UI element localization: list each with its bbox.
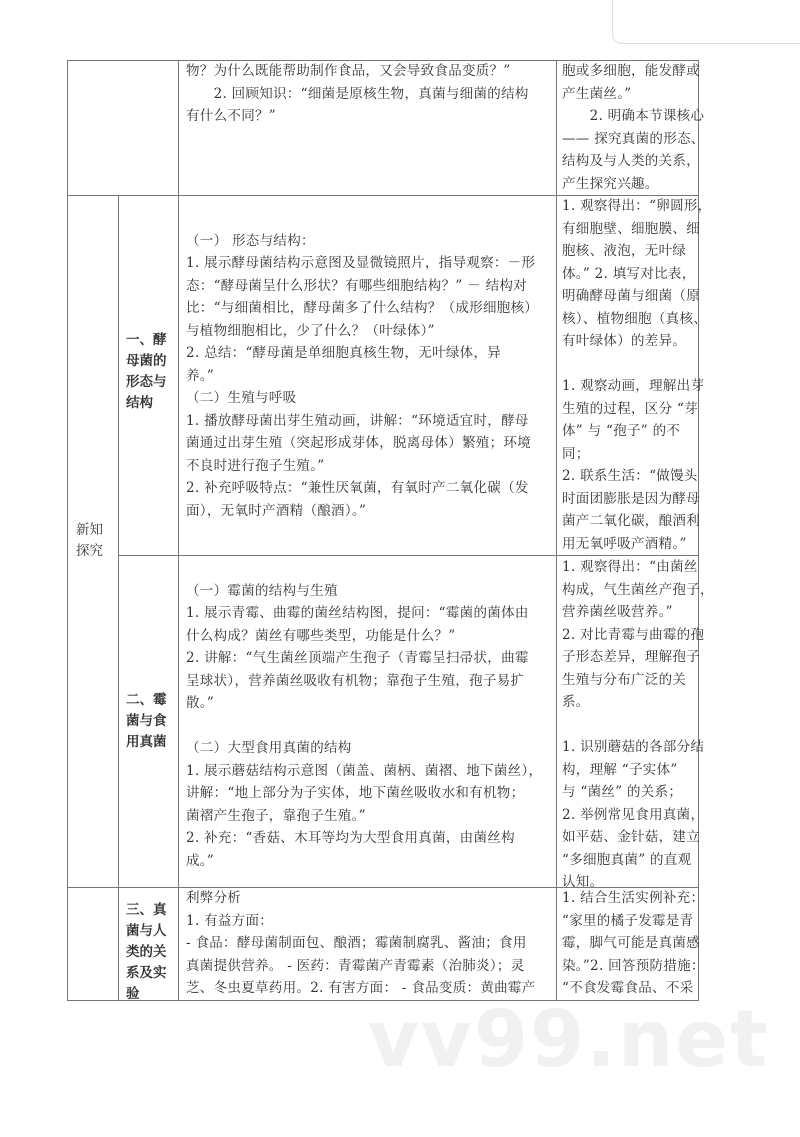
text-line: 1. 观察得出：“卵圆形， — [562, 198, 712, 214]
text-line: 1. 识别蘑菇的各部分结 — [562, 739, 705, 755]
text-line: 体。” 2. 填写对比表， — [562, 265, 696, 282]
text-line: 真菌提供营养。 - 医药：青霉菌产青霉素（治肺炎）；灵 — [186, 957, 525, 974]
watermark: vv99.net — [368, 995, 770, 1085]
text-line: 生殖与分布广泛的关 — [562, 671, 687, 688]
intro-student-text — [562, 60, 705, 195]
text-line: “多细胞真菌” 的直观 — [562, 851, 692, 868]
text-line: - 食品：酵母菌制面包、酿酒；霉菌制腐乳、酱油；食用 — [186, 935, 527, 951]
text-line: 1. 有益方面： — [186, 912, 274, 929]
relation-process-text — [186, 887, 536, 1000]
text-line: 母菌的 — [126, 353, 167, 369]
text-line: 1. 观察动画，理解出芽 — [562, 378, 705, 394]
text-line: 面），无氧时产酒精（酿酒）。” — [186, 502, 367, 519]
text-line: 1. 展示蘑菇结构示意图（菌盖、菌柄、菌褶、地下菌丝）， — [186, 762, 543, 779]
text-line: 成。” — [186, 852, 215, 869]
text-line: 用真菌 — [126, 734, 167, 750]
text-line: 胞核、液泡，无叶绿 — [562, 243, 687, 259]
text-line: 菌与人 — [126, 923, 167, 939]
floating-panel-edge — [612, 0, 800, 44]
text-line: 与 “菌丝” 的关系； — [562, 784, 683, 800]
yeast-label — [126, 330, 167, 414]
text-line: 菌与食 — [126, 713, 167, 729]
text-line: 2. 总结：“酵母菌是单细胞真核生物，无叶绿体，异 — [186, 345, 502, 361]
text-line: 系。 — [562, 694, 590, 710]
text-line: 生殖的过程，区分 “芽 — [562, 400, 698, 417]
text-line: 胞或多细胞，能发酵或 — [562, 63, 700, 79]
yeast-student-text — [562, 195, 711, 555]
text-line: 构，理解 “子实体” — [562, 761, 678, 778]
text-line: 比：“与细菌相比，酵母菌多了什么结构？（成形细胞核） — [186, 300, 539, 316]
text-line: 讲解：“地上部分为子实体，地下菌丝吸收水和有机物； — [186, 785, 525, 801]
text-line: 二、霉 — [126, 692, 167, 708]
text-line: 养。” — [186, 367, 215, 384]
text-line: 一、酵 — [126, 332, 167, 348]
text-line: 营养菌丝吸营养。” — [562, 604, 673, 620]
text-line: 2. 明确本节课核心 — [562, 108, 705, 124]
text-line: 系及实 — [126, 965, 167, 981]
text-line: 2. 补充呼吸特点：“兼性厌氧菌，有氧时产二氧化碳（发 — [186, 480, 529, 496]
text-line: 菌产二氧化碳，酿酒利 — [562, 513, 700, 529]
text-line: 验 — [126, 986, 140, 1002]
text-line: 用无氧呼吸产酒精。” — [562, 535, 687, 552]
text-line: “家里的橘子发霉是青 — [562, 912, 694, 929]
text-line: （二）大型食用真菌的结构 — [186, 740, 352, 756]
text-line: 产生探究兴趣。 — [562, 175, 659, 192]
text-line: 芝、冬虫夏草药用。2. 有害方面： - 食品变质：黄曲霉产 — [186, 980, 536, 996]
text-line: 1. 结合生活实例补充： — [562, 890, 705, 906]
text-line: 与植物细胞相比，少了什么？（叶绿体）” — [186, 322, 435, 339]
text-line: 如平菇、金针菇，建立 — [562, 829, 700, 845]
mold-process-text — [186, 557, 542, 872]
text-line: 有什么不同？” — [186, 108, 277, 124]
text-line: 构成，气生菌丝产孢子， — [562, 581, 714, 598]
text-line: 菌褶产生孢子，靠孢子生殖。” — [186, 807, 366, 824]
text-line: 呈球状），营养菌丝吸收有机物；靠孢子生殖，孢子易扩 — [186, 672, 525, 689]
text-line: 三、真 — [126, 902, 167, 918]
text-line: 霉，脚气可能是真菌感 — [562, 935, 700, 951]
text-line: 产生菌丝。” — [562, 85, 632, 102]
text-line: 核）、植物细胞（真核、 — [562, 310, 708, 327]
column-divider — [118, 195, 179, 1001]
text-line: 态：“酵母菌呈什么形状？有哪些细胞结构？” － 结构对 — [186, 277, 527, 294]
text-line — [186, 557, 542, 580]
text-line: 1. 播放酵母菌出芽生殖动画，讲解：“环境适宜时，酵母 — [186, 412, 529, 429]
text-line: 认知。 — [562, 874, 604, 890]
text-line: 时面团膨胀是因为酵母 — [562, 490, 700, 507]
text-line: 有叶绿体）的差异。 — [562, 333, 687, 349]
text-line: 散。” — [186, 695, 215, 711]
text-line: 形态与 — [126, 374, 167, 390]
text-line: 同； — [562, 445, 590, 462]
text-line: 有细胞壁、细胞膜、细 — [562, 220, 700, 237]
text-line: 1. 观察得出：“由菌丝 — [562, 559, 698, 575]
text-line: 什么构成？菌丝有哪些类型，功能是什么？” — [186, 627, 456, 644]
relation-label — [126, 900, 167, 1005]
text-line: 不良时进行孢子生殖。” — [186, 457, 325, 474]
text-line: 结构及与人类的关系， — [562, 153, 700, 169]
text-line: （一） 形态与结构： — [186, 232, 315, 249]
text-line: 物？为什么既能帮助制作食品，又会导致食品变质？” — [186, 63, 511, 79]
section-label — [76, 520, 103, 562]
text-line: 2. 回顾知识：“细菌是原核生物，真菌与细菌的结构 — [186, 85, 529, 102]
text-line: 1. 展示酵母菌结构示意图及显微镜照片，指导观察：－形 — [186, 255, 536, 271]
text-line: 2. 联系生活：“做馒头 — [562, 468, 698, 484]
text-line — [186, 207, 538, 230]
text-line: （一）霉菌的结构与生殖 — [186, 582, 338, 599]
text-line: 1. 展示青霉、曲霉的菌丝结构图，提问：“霉菌的菌体由 — [186, 605, 529, 621]
text-line: 结构 — [126, 395, 153, 411]
text-line: 明确酵母菌与细菌（原 — [562, 288, 700, 304]
text-line: 新知 — [76, 522, 103, 538]
mold-label — [126, 690, 167, 753]
text-line: （二）生殖与呼吸 — [186, 390, 297, 406]
text-line: 体” 与 “孢子” 的不 — [562, 423, 681, 439]
text-line: 类的关 — [126, 944, 167, 960]
text-line: 2. 补充：“香菇、木耳等均为大型食用真菌，由菌丝构 — [186, 830, 515, 846]
intro-process-text — [186, 60, 529, 128]
text-line: “不食发霉食品、不采 — [562, 980, 694, 996]
text-line: 2. 对比青霉与曲霉的孢 — [562, 626, 705, 643]
text-line: 2. 讲解：“气生菌丝顶端产生孢子（青霉呈扫帚状，曲霉 — [186, 650, 529, 666]
yeast-process-text — [186, 207, 538, 522]
mold-student-text — [562, 556, 714, 894]
text-line — [562, 353, 711, 376]
text-line: 染。”2. 回答预防措施： — [562, 957, 705, 974]
text-line: 子形态差异，理解孢子 — [562, 649, 700, 665]
text-line: 探究 — [76, 543, 103, 559]
text-line: 利弊分析 — [186, 890, 242, 906]
relation-student-text — [562, 887, 705, 1000]
text-line — [186, 715, 542, 738]
text-line — [562, 714, 714, 737]
text-line: 2. 举例常见食用真菌， — [562, 806, 705, 823]
text-line: —— 探究真菌的形态、 — [562, 130, 705, 147]
text-line: 菌通过出芽生殖（突起形成芽体，脱离母体）繁殖；环境 — [186, 435, 531, 451]
